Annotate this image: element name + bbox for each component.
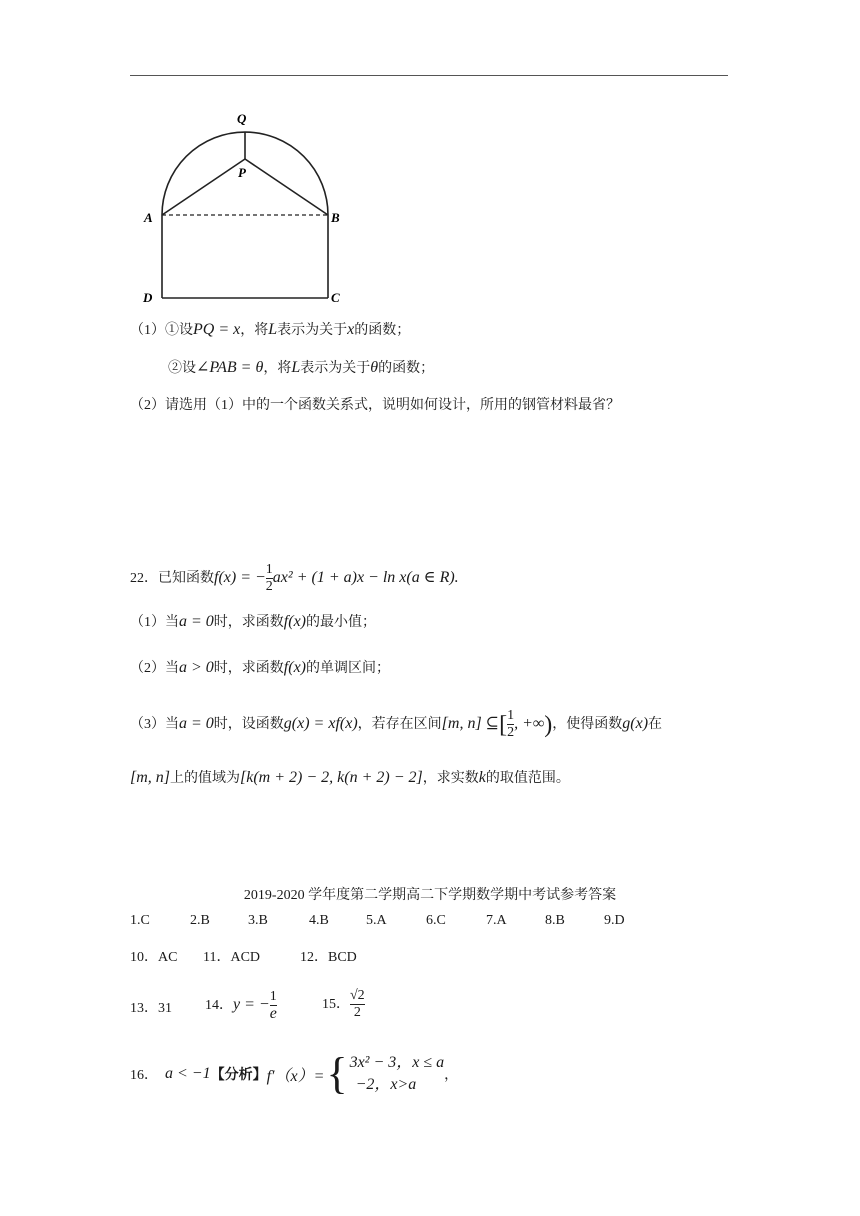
answer-16: 16． a < −1 【分析】 f′（x）= { 3x² − 3，x ≤ a −2，x>a ，	[130, 1049, 459, 1098]
answer-7: 7.A	[486, 913, 507, 928]
answer-3: 3.B	[248, 913, 268, 928]
q21-part1-line1: （1）①设PQ = x，将L表示为关于x的函数；	[130, 321, 411, 338]
answer-15-fraction: $\frac{√2}{2}$	[350, 988, 365, 1021]
label-A: A	[144, 210, 153, 225]
answer-11: 11．ACD	[203, 950, 261, 965]
label-Q: Q	[237, 111, 247, 126]
label-P: P	[238, 165, 246, 180]
answer-8: 8.B	[545, 913, 565, 928]
answer-5: 5.A	[366, 913, 387, 928]
answer-9: 9.D	[604, 913, 625, 928]
label-D: D	[143, 290, 153, 305]
piecewise-brace: {	[326, 1049, 348, 1098]
answer-4: 4.B	[309, 913, 329, 928]
q22-sub3: （3）当a = 0时，设函数g(x) = xf(x)，若存在区间[m, n] ⊆[ $\frac{1}{2}$ , +∞)，使得函数g(x)在	[130, 708, 663, 741]
geometry-figure	[138, 108, 358, 308]
segment-PA	[162, 159, 245, 215]
segment-PB	[245, 159, 328, 215]
q21-part1-line2: ②设∠PAB = θ，将L表示为关于θ的函数；	[168, 359, 435, 376]
header-rule	[130, 75, 728, 76]
answer-6: 6.C	[426, 913, 446, 928]
q22-half-fraction: $\frac{1}{2}$	[507, 708, 515, 741]
answer-2: 2.B	[190, 913, 210, 928]
answer-14-fraction: $\frac{1}{e}$	[269, 989, 277, 1023]
q22-stem: 22．已知函数f(x) = − $\frac{1}{2}$ ax² + (1 + a)x − ln x(a ∈ R).	[130, 562, 459, 595]
answer-1: 1.C	[130, 913, 150, 928]
q21-part2: （2）请选用（1）中的一个函数关系式，说明如何设计，所用的钢管材料最省？	[130, 398, 620, 413]
answer-13: 13．31	[130, 1001, 172, 1016]
answer-12: 12．BCD	[300, 950, 357, 965]
q22-sub3-cont: [m, n]上的值域为[k(m + 2) − 2, k(n + 2) − 2]，求实数k的取值范围。	[130, 769, 570, 786]
q22-sub2: （2）当a > 0时，求函数f(x)的单调区间；	[130, 659, 390, 676]
label-B: B	[331, 210, 340, 225]
answer-10: 10．AC	[130, 950, 178, 965]
label-C: C	[331, 290, 340, 305]
answers-title: 2019-2020 学年度第二学期高二下学期数学期中考试参考答案	[243, 888, 617, 903]
q22-fraction: $\frac{1}{2}$	[265, 562, 273, 595]
answer-14: 14．y = − $\frac{1}{e}$	[205, 989, 277, 1023]
answer-15: 15． $\frac{√2}{2}$	[322, 988, 365, 1021]
q22-sub1: （1）当a = 0时，求函数f(x)的最小值；	[130, 613, 376, 630]
